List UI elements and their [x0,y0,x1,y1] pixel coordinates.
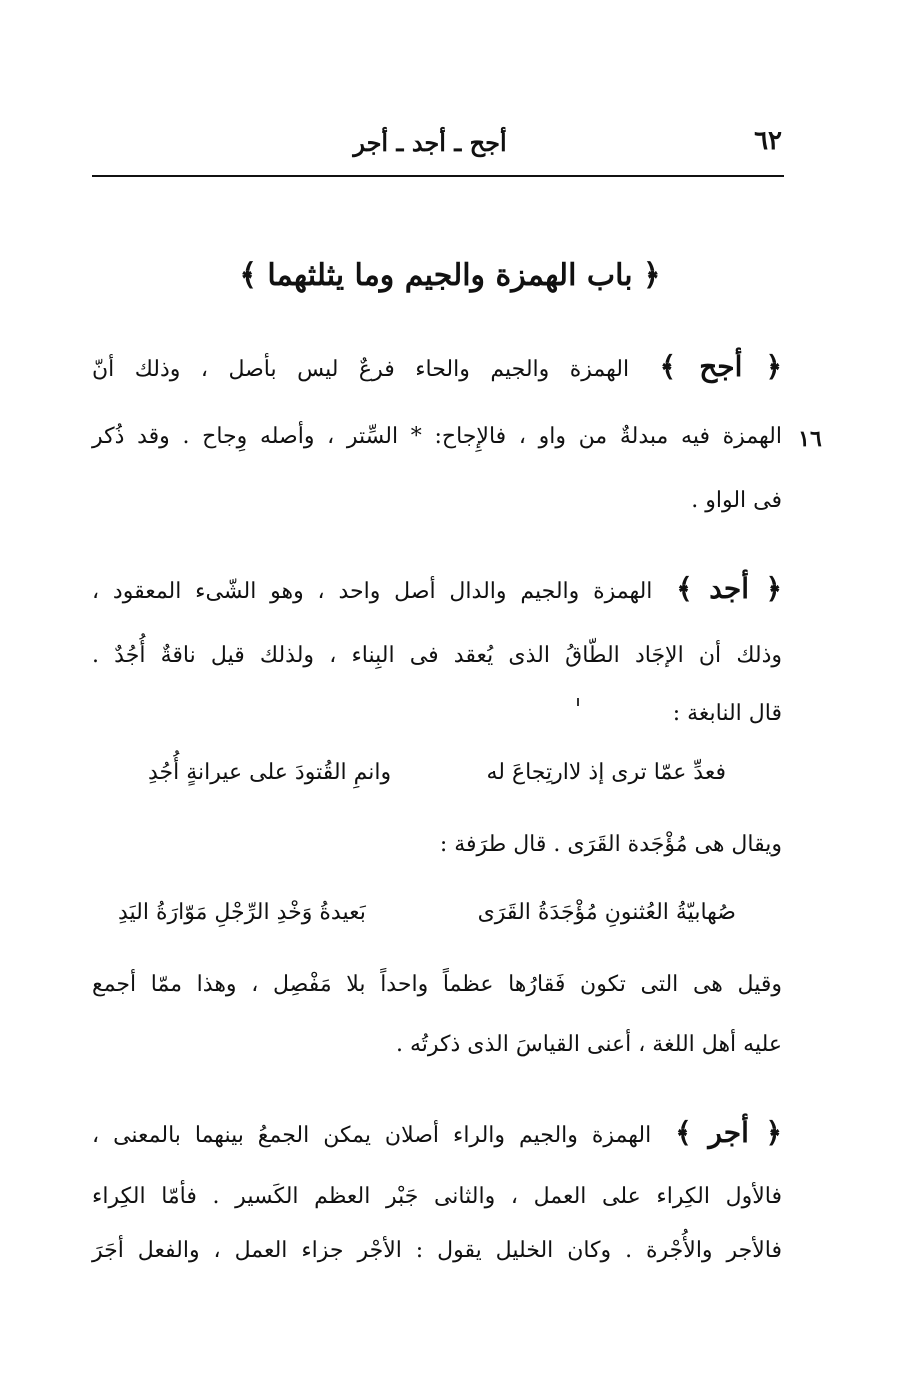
verse-2-second-hemistich: بَعيدةُ وَخْدِ الرِّجْلِ مَوّارَةُ اليَدِ [118,900,366,925]
entry-ajh-line-3: فى الواو . [691,488,782,513]
running-header: أجح ـ أجد ـ أجر [353,128,507,157]
margin-number: ١٦ [798,426,822,452]
header-rule [92,175,784,177]
entry-text: الهمزة والجيم والدال أصل واحد ، وهو الشّىء المعقود ، [92,579,653,604]
verse-1-second-hemistich: وانمِ القُتودَ على عيرانةٍ أُجُدِ [148,760,392,785]
verse-2-first-hemistich: صُهابيّةُ العُثنونِ مُؤْجَدَةُ القَرَى [477,900,736,925]
page-number: ٦٢ [754,126,782,156]
entry-ajd-line-2: وذلك أن الإجَاد الطّاقُ الذى يُعقد فى البِناء ، ولذلك قيل ناقةٌ أُجُدٌ . [92,643,782,668]
verse-1-first-hemistich: فعدِّ عمّا ترى إذ لاارتِجاعَ له [486,760,726,785]
ink-speck [577,698,579,706]
entry-ajh-line-1 [92,350,782,383]
entry-ajd-line-3: قال النابغة : [672,701,782,726]
entry-ajr-line-2: فالأول الكِراء على العمل ، والثانى جَبْر العظم الكَسير . فأمّا الكِراء [92,1184,782,1209]
entry-ajr-line-3: فالأجر والأُجْرة . وكان الخليل يقول : الأجْر جزاء العمل ، والفعل أجَرَ [92,1238,782,1263]
headword-ajd: ﴿ أجد ﴾ [676,572,782,605]
chapter-title: ﴿ باب الهمزة والجيم وما يثلثهما ﴾ [239,258,661,293]
entry-text: الهمزة والجيم والراء أصلان يمكن الجمعُ بينهما بالمعنى ، [92,1123,652,1148]
entry-ajd-closing-1: وقيل هى التى تكون فَقارُها عظماً واحداً بلا مَفْصِل ، وهذا ممّا أجمع [92,972,782,997]
entry-ajd-middle-line: ويقال هى مُؤْجَدة القَرَى . قال طرَفة : [439,832,782,857]
entry-ajd-line-1 [92,572,782,605]
entry-ajd-closing-2: عليه أهل اللغة ، أعنى القياسَ الذى ذكرتُه . [395,1032,782,1057]
headword-ajr: ﴿ أجر ﴾ [675,1116,783,1149]
headword-ajh: ﴿ أجح ﴾ [659,350,782,383]
entry-ajh-line-2: الهمزة فيه مبدلةٌ من واو ، فالإِجاح: * السِّتر ، وأصله وِجاح . وقد ذُكر [92,424,782,449]
entry-text: الهمزة والجيم والحاء فرعٌ ليس بأصل ، وذلك أنّ [92,357,630,382]
entry-ajr-line-1 [92,1116,782,1149]
